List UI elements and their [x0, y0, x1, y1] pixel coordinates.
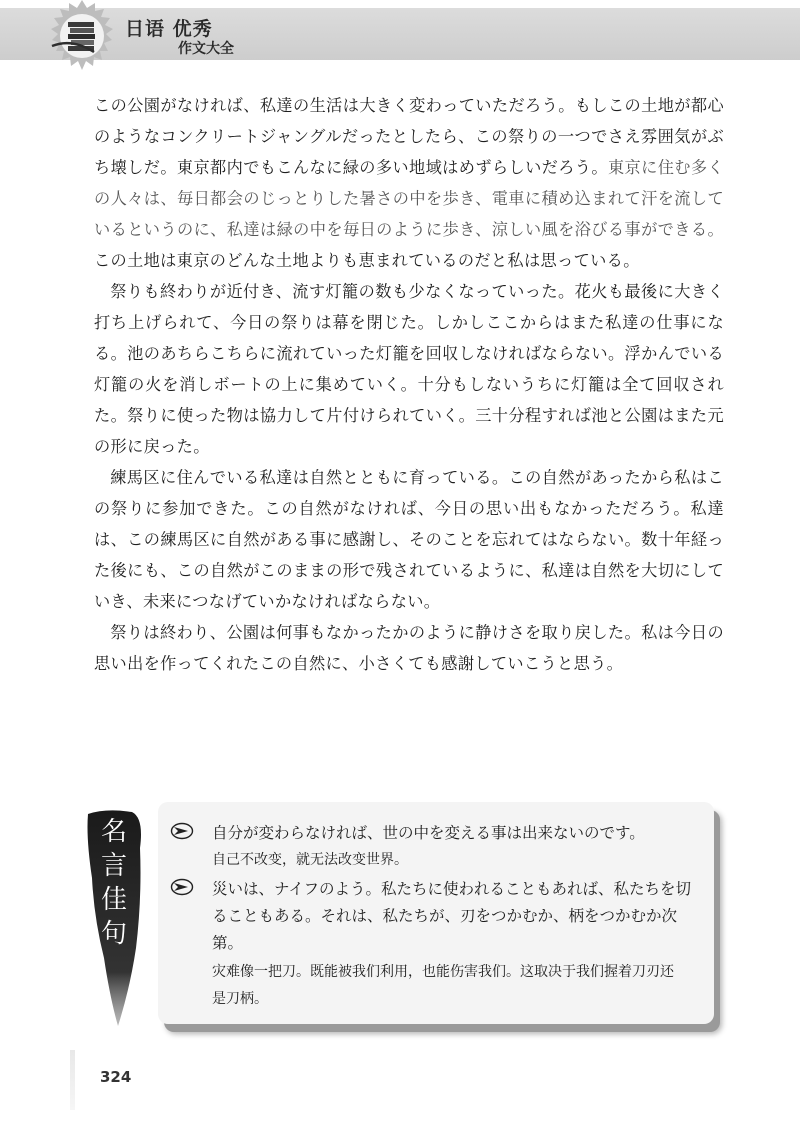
page-number: 324: [100, 1068, 132, 1086]
essay-paragraph-3: 練馬区に住んでいる私達は自然とともに育っている。この自然があったから私はこの祭りに参加できた。この自然がなければ、今日の思い出もなかっただろう。私達は、この練馬区に自然がある事に感謝し、そのことを忘れてはならない。数十年経った後にも、この自然がこのままの形で残されているように、私達は自然を大切にしていき、未来につなげていかなければならない。: [94, 468, 724, 611]
header-subtitle: 作文大全: [178, 41, 234, 57]
essay-paragraph-2: 祭りも終わりが近付き、流す灯籠の数も少なくなっていった。花火も最後に大きく打ち上げられて、今日の祭りは幕を閉じた。しかしここからはまた私達の仕事になる。池のあちらこちらに流れていった灯籠を回収しなければならない。浮かんでいる灯籠の火を消しボートの上に集めていく。十分もしないうちに灯籠は全て回収された。祭りに使った物は協力して片付けられていく。三十分程すれば池と公園はまた元の形に戻った。: [94, 282, 724, 456]
quote-2-chinese: 灾难像一把刀。既能被我们利用，也能伤害我们。这取决于我们握着刀刃还是刀柄。: [212, 964, 674, 1007]
quote-2-japanese: 災いは、ナイフのよう。私たちに使われることもあれば、私たちを切ることもある。それは、私たちが、刃をつかむか、柄をつかむか次第。: [212, 880, 691, 952]
header-title: 日语 优秀: [125, 18, 213, 40]
essay-body: [94, 90, 724, 679]
essay-paragraph-1: [94, 90, 724, 276]
quote-1-japanese: 自分が変わらなければ、世の中を変える事は出来ないのです。: [212, 824, 645, 842]
quote-panel: [158, 802, 724, 1034]
quote-box: [158, 802, 714, 1024]
quotes-heading-brush: [80, 808, 160, 1030]
arrow-bullet-icon: [170, 878, 194, 896]
svg-text:言: 言: [100, 851, 128, 881]
margin-rule: [70, 1050, 75, 1110]
essay-paragraph-4: 祭りは終わり、公園は何事もなかったかのように静けさを取り戻した。私は今日の思い出を作ってくれたこの自然に、小さくても感謝していこうと思う。: [94, 623, 724, 673]
arrow-bullet-icon: [170, 822, 194, 840]
essay-paragraph-1-part-a: この公園がなければ、私達の生活は大きく変わっていただろう。もしこの土地が都心のようなコンクリートジャングルだったとしたら、この祭りの一つでさえ雰囲気がぶち壊しだ。東京都内でもこんなに緑の多い地域はめずらしいだろう。: [94, 96, 724, 177]
svg-text:句: 句: [100, 919, 128, 949]
quotes-heading-text: 名: [100, 817, 128, 847]
book-emblem-icon: [40, 0, 124, 74]
svg-text:佳: 佳: [100, 885, 128, 915]
quote-1-chinese: 自己不改变，就无法改变世界。: [212, 852, 408, 868]
essay-paragraph-1-part-c: この土地は東京のどんな土地よりも恵まれているのだと私は思っている。: [94, 251, 640, 270]
essay-paragraph-1-part-b: 東京に住む多くの人々は、毎日都会のじっとりした暑さの中を歩き、電車に積め込まれて汗を流しているというのに、私達は緑の中を毎日のように歩き、涼しい風を浴びる事ができる。: [94, 158, 724, 239]
